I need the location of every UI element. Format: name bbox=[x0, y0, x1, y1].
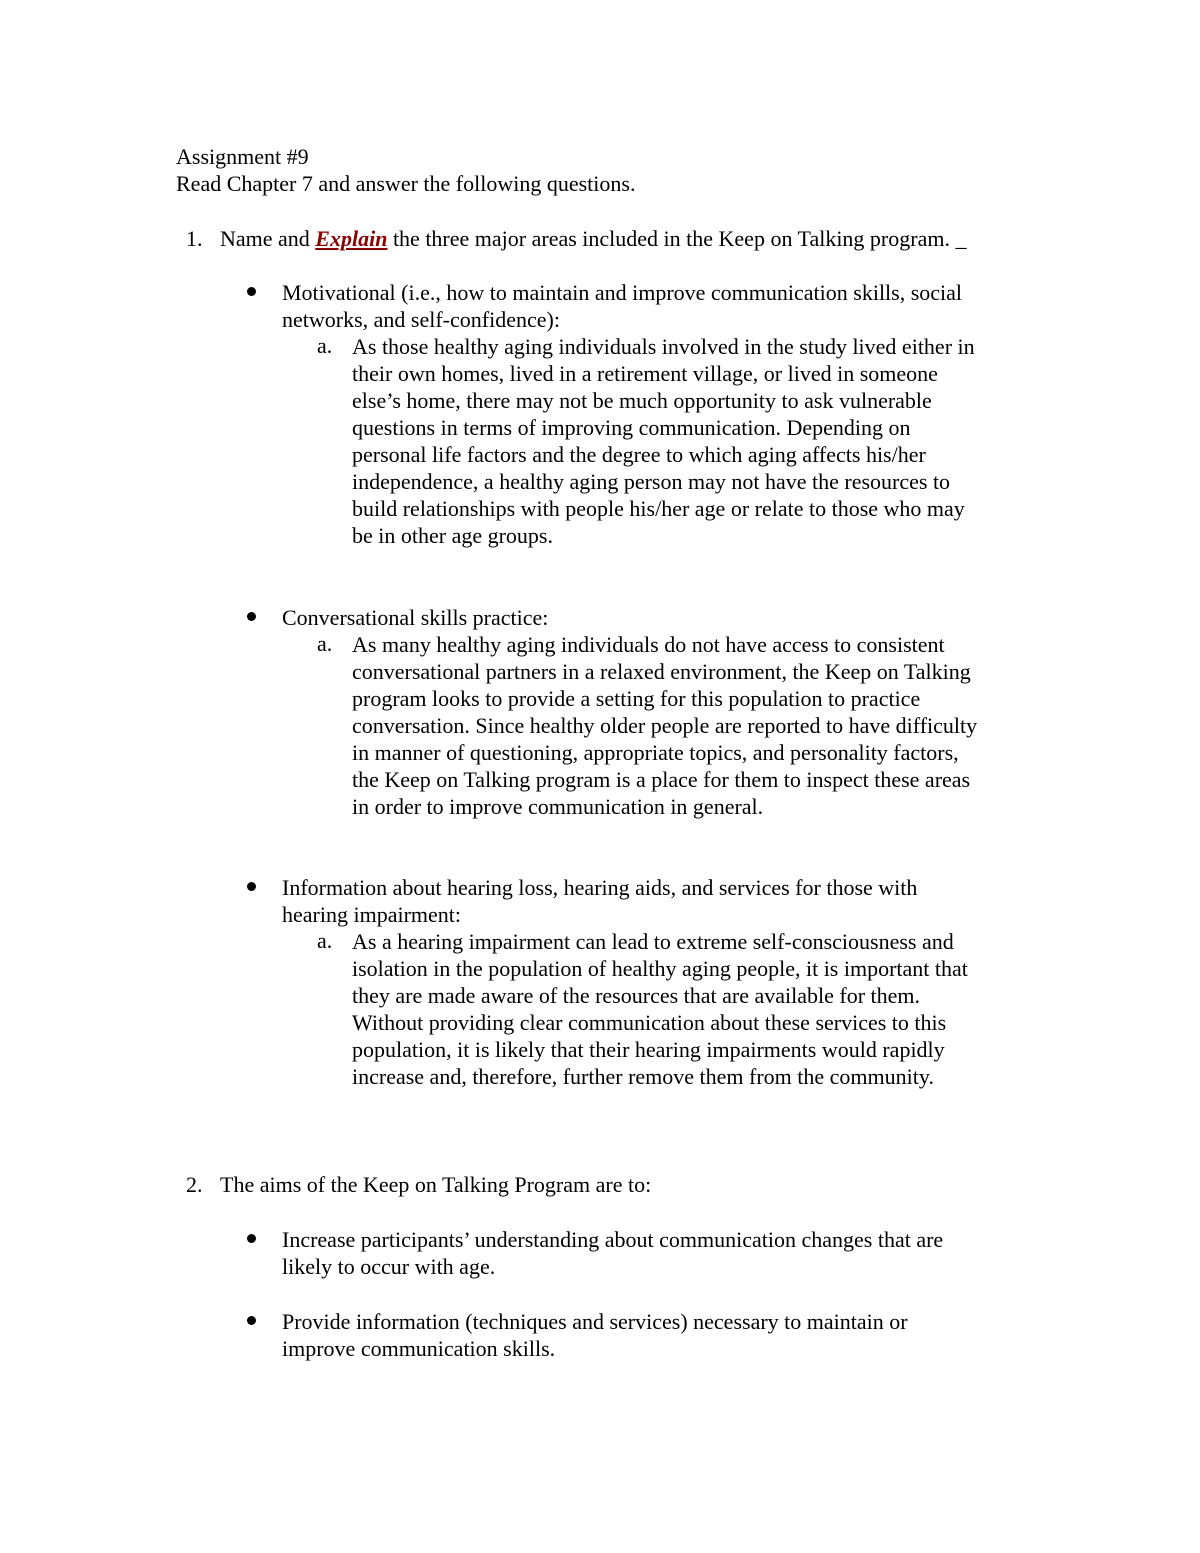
question-1-number: 1. bbox=[186, 226, 203, 251]
explain-emphasis: Explain bbox=[315, 226, 388, 251]
question-2-number: 2. bbox=[186, 1172, 203, 1197]
area-1-heading bbox=[282, 279, 962, 333]
aim-line: Increase participants’ understanding about communication changes that are bbox=[282, 1227, 944, 1252]
answer-line: in order to improve communication in general. bbox=[352, 794, 764, 819]
answer-line: isolation in the population of healthy aging people, it is important that bbox=[352, 956, 968, 981]
assignment-title: Assignment #9 bbox=[176, 144, 309, 169]
area-1-heading-line: Motivational (i.e., how to maintain and improve communication skills, social bbox=[282, 280, 963, 305]
answer-line: build relationships with people his/her age or relate to those who may bbox=[352, 496, 965, 521]
area-2-heading bbox=[282, 604, 548, 631]
area-3-letter: a. bbox=[317, 928, 333, 953]
question-1-text bbox=[220, 226, 966, 252]
answer-line: personal life factors and the degree to which aging affects his/her bbox=[352, 442, 926, 467]
area-1-answer bbox=[352, 333, 975, 549]
answer-line: be in other age groups. bbox=[352, 523, 553, 548]
area-2-answer bbox=[352, 631, 977, 820]
answer-line: conversational partners in a relaxed environment, the Keep on Talking bbox=[352, 659, 971, 684]
bullet-icon bbox=[247, 1234, 256, 1243]
question-1-suffix: the three major areas included in the Keep on Talking program. _ bbox=[387, 226, 967, 251]
answer-line: As those healthy aging individuals involved in the study lived either in bbox=[352, 334, 975, 359]
aim-line: improve communication skills. bbox=[282, 1336, 556, 1361]
bullet-icon bbox=[247, 612, 256, 621]
area-3-heading-line: Information about hearing loss, hearing aids, and services for those with bbox=[282, 875, 918, 900]
answer-line: they are made aware of the resources that are available for them. bbox=[352, 983, 921, 1008]
answer-line: Without providing clear communication about these services to this bbox=[352, 1010, 947, 1035]
area-1-letter: a. bbox=[317, 333, 333, 358]
answer-line: As a hearing impairment can lead to extreme self-consciousness and bbox=[352, 929, 954, 954]
bullet-icon bbox=[247, 882, 256, 891]
area-1-heading-line: networks, and self-confidence): bbox=[282, 307, 560, 332]
answer-line: program looks to provide a setting for this population to practice bbox=[352, 686, 921, 711]
bullet-icon bbox=[247, 287, 256, 296]
aim-1 bbox=[282, 1226, 943, 1280]
answer-line: increase and, therefore, further remove them from the community. bbox=[352, 1064, 934, 1089]
bullet-icon bbox=[247, 1316, 256, 1325]
aim-line: Provide information (techniques and services) necessary to maintain or bbox=[282, 1309, 908, 1334]
area-3-heading-line: hearing impairment: bbox=[282, 902, 461, 927]
aim-line: likely to occur with age. bbox=[282, 1254, 496, 1279]
area-3-answer bbox=[352, 928, 968, 1090]
question-1-prefix: Name and bbox=[220, 226, 310, 251]
area-2-heading-line: Conversational skills practice: bbox=[282, 605, 549, 630]
answer-line: in manner of questioning, appropriate topics, and personality factors, bbox=[352, 740, 959, 765]
area-2-letter: a. bbox=[317, 631, 333, 656]
aim-2 bbox=[282, 1308, 908, 1362]
instructions: Read Chapter 7 and answer the following questions. bbox=[176, 171, 636, 196]
area-3-heading bbox=[282, 874, 917, 928]
answer-line: the Keep on Talking program is a place for them to inspect these areas bbox=[352, 767, 971, 792]
question-2-text: The aims of the Keep on Talking Program are to: bbox=[220, 1172, 652, 1197]
answer-line: independence, a healthy aging person may not have the resources to bbox=[352, 469, 951, 494]
answer-line: population, it is likely that their hearing impairments would rapidly bbox=[352, 1037, 945, 1062]
answer-line: conversation. Since healthy older people are reported to have difficulty bbox=[352, 713, 978, 738]
answer-line: As many healthy aging individuals do not have access to consistent bbox=[352, 632, 945, 657]
answer-line: questions in terms of improving communication. Depending on bbox=[352, 415, 911, 440]
answer-line: else’s home, there may not be much opportunity to ask vulnerable bbox=[352, 388, 932, 413]
answer-line: their own homes, lived in a retirement village, or lived in someone bbox=[352, 361, 938, 386]
